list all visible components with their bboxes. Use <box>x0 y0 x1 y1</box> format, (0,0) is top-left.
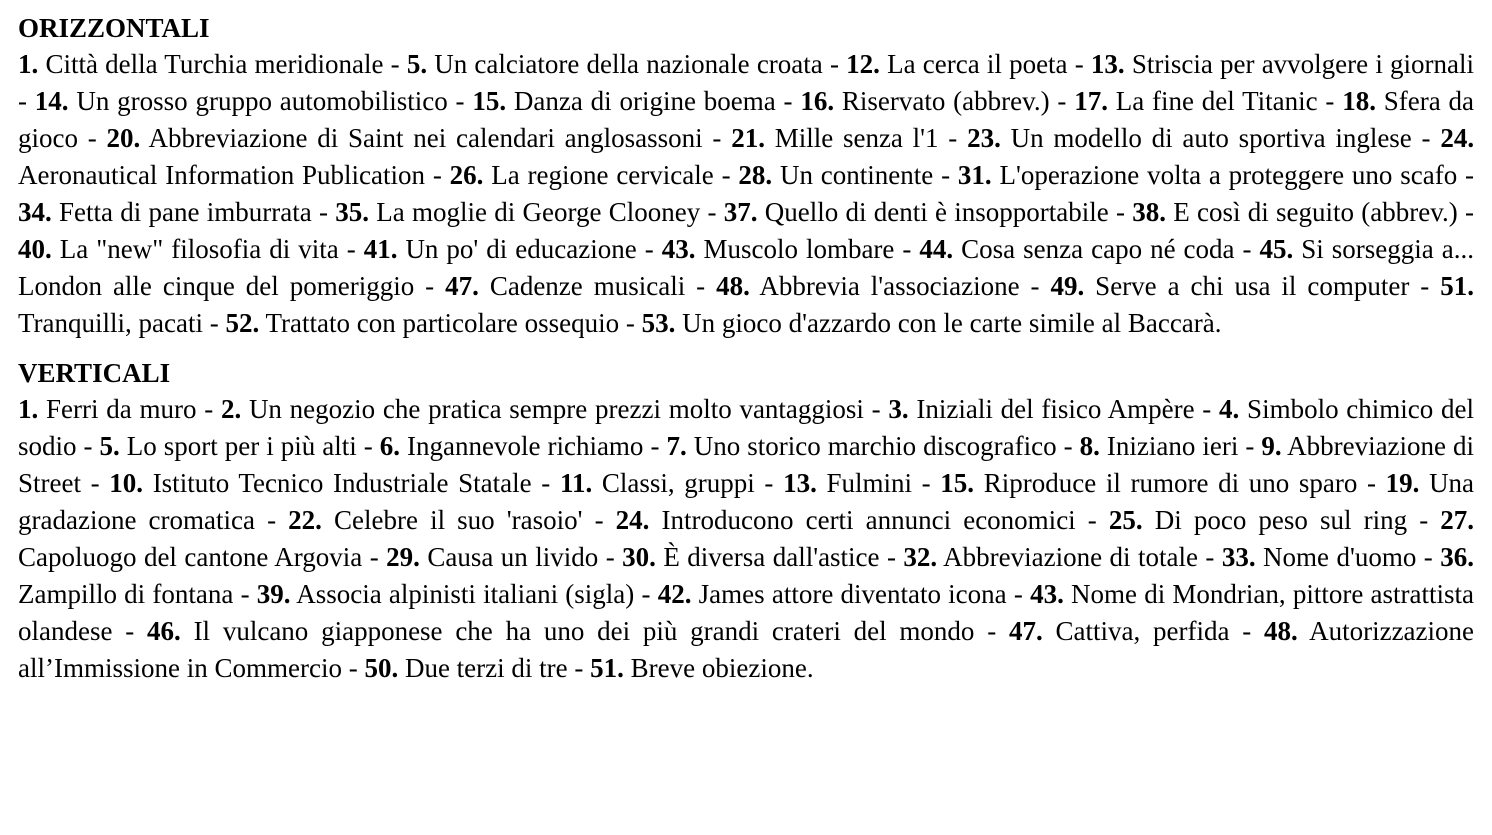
clue-text: Breve obiezione. <box>630 653 814 683</box>
clue-text: Fulmini <box>826 468 912 498</box>
clue-number: 10. <box>109 468 144 498</box>
clue-text: La moglie di George Clooney <box>376 197 701 227</box>
clue-item <box>967 123 1412 153</box>
clue-number: 9. <box>1261 431 1282 461</box>
clue-item <box>800 86 1049 116</box>
clue-item <box>18 234 339 264</box>
clue-text: Mille senza l'1 <box>774 123 939 153</box>
clue-separator: - <box>414 271 446 301</box>
clue-number: 17. <box>1074 86 1108 116</box>
clue-separator: - <box>1056 431 1080 461</box>
clue-separator: - <box>938 123 968 153</box>
clue-number: 33. <box>1221 542 1256 572</box>
clue-text: Tranquilli, pacati <box>18 308 203 338</box>
clue-text: Striscia per avvolgere i giornali <box>1131 49 1474 79</box>
clue-number: 41. <box>363 234 398 264</box>
section-orizzontali <box>18 10 1474 342</box>
clue-item <box>109 468 531 498</box>
clue-text: Abbreviazione di Saint nei calendari anglosassoni <box>148 123 703 153</box>
clue-number: 37. <box>723 197 758 227</box>
clue-text: Un po' di educazione <box>405 234 637 264</box>
clue-separator: - <box>233 579 257 609</box>
clue-item <box>716 271 1019 301</box>
clue-item <box>616 505 1076 535</box>
clue-number: 32. <box>903 542 938 572</box>
clue-separator: - <box>1238 431 1262 461</box>
clue-number: 14. <box>34 86 69 116</box>
clue-text: Un negozio che pratica sempre prezzi molto vantaggiosi <box>248 394 864 424</box>
clue-text: Classi, gruppi <box>601 468 755 498</box>
clue-separator: - <box>425 160 450 190</box>
clue-item <box>1222 542 1417 572</box>
clue-number: 4. <box>1219 394 1240 424</box>
clue-separator: - <box>447 86 473 116</box>
clue-text: Trattato con particolare ossequio <box>265 308 620 338</box>
clue-separator: - <box>76 431 100 461</box>
clue-separator: - <box>341 653 365 683</box>
clue-text: Introducono certi annunci economici <box>661 505 1076 535</box>
clue-text: Simbolo chimico del sodio <box>18 394 1475 461</box>
clue-item <box>658 579 1007 609</box>
clue-item <box>1074 86 1317 116</box>
clue-text: Nome di Mondrian, pittore astrattista olandese <box>18 579 1475 646</box>
clue-text: Abbreviazione di totale <box>943 542 1198 572</box>
clue-item <box>18 394 196 424</box>
clue-text: Muscolo lombare <box>703 234 895 264</box>
clue-separator: - <box>713 160 739 190</box>
clue-text: Riservato (abbrev.) <box>841 86 1050 116</box>
clue-text: Un gioco d'azzardo con le carte simile al Baccarà. <box>682 308 1222 338</box>
clue-separator: - <box>775 86 801 116</box>
clue-number: 16. <box>800 86 835 116</box>
clue-number: 42. <box>657 579 692 609</box>
clue-text: Sfera da gioco <box>18 86 1475 153</box>
clue-number: 1. <box>18 49 39 79</box>
clue-number: 51. <box>590 653 624 683</box>
clue-item <box>335 197 700 227</box>
clue-text: E così di seguito (abbrev.) <box>1173 197 1458 227</box>
crossword-clues-page <box>18 10 1474 687</box>
clue-number: 20. <box>106 123 141 153</box>
clue-separator: - <box>1067 49 1091 79</box>
clue-item <box>386 542 598 572</box>
clue-number: 18. <box>1342 86 1376 116</box>
clue-number: 48. <box>1264 616 1298 646</box>
clue-separator: - <box>1049 86 1075 116</box>
clue-separator: - <box>356 431 380 461</box>
clue-number: 44. <box>919 234 954 264</box>
clue-item <box>919 234 1234 264</box>
clue-text: Di poco peso sul ring <box>1154 505 1408 535</box>
clue-number: 39. <box>256 579 291 609</box>
clue-item <box>903 542 1198 572</box>
clue-item <box>622 542 879 572</box>
clue-text: L'operazione volta a proteggere uno scafo <box>999 160 1458 190</box>
clue-text: Abbrevia l'associazione <box>759 271 1020 301</box>
clue-item <box>1109 505 1407 535</box>
clue-separator: - <box>754 468 784 498</box>
clue-number: 45. <box>1259 234 1294 264</box>
clue-text: Il vulcano giapponese che ha uno dei più grandi crateri del mondo <box>193 616 975 646</box>
clue-separator: - <box>1409 271 1441 301</box>
clue-number: 25. <box>1108 505 1143 535</box>
clue-item <box>1009 616 1230 646</box>
clue-number: 6. <box>379 431 400 461</box>
clue-separator: - <box>202 308 226 338</box>
clue-text: Lo sport per i più alti <box>126 431 357 461</box>
clue-number: 43. <box>661 234 696 264</box>
clue-item <box>147 616 974 646</box>
clue-separator: - <box>634 579 658 609</box>
clue-number: 24. <box>615 505 650 535</box>
clue-number: 15. <box>940 468 975 498</box>
clue-number: 28. <box>738 160 773 190</box>
clue-separator: - <box>112 616 148 646</box>
clue-item <box>724 197 1109 227</box>
clue-separator: - <box>619 308 642 338</box>
clue-text: Abbreviazione di Street <box>18 431 1475 498</box>
clue-separator: - <box>196 394 221 424</box>
clue-number: 11. <box>559 468 593 498</box>
clue-item <box>560 468 755 498</box>
clue-text: Aeronautical Information Publication <box>18 160 426 190</box>
clue-item <box>888 394 1194 424</box>
clue-list-orizzontali <box>18 46 1474 342</box>
clue-text: La "new" filosofia di vita <box>59 234 339 264</box>
clue-separator: - <box>531 468 560 498</box>
clue-text: Un continente <box>779 160 934 190</box>
clue-separator: - <box>362 542 387 572</box>
clue-text: Ingannevole richiamo <box>407 431 644 461</box>
clue-text: Capoluogo del cantone Argovia <box>18 542 363 572</box>
clue-number: 49. <box>1050 271 1085 301</box>
clue-item <box>35 86 448 116</box>
clue-text: Un modello di auto sportiva inglese <box>1010 123 1412 153</box>
clue-item <box>1132 197 1457 227</box>
clue-number: 52. <box>225 308 260 338</box>
clue-item <box>257 579 635 609</box>
clue-number: 13. <box>1090 49 1125 79</box>
clue-separator: - <box>567 653 591 683</box>
clue-number: 21. <box>731 123 765 153</box>
clue-number: 23. <box>967 123 1001 153</box>
clue-number: 29. <box>386 542 420 572</box>
clue-number: 35. <box>335 197 369 227</box>
clue-item <box>642 308 1222 338</box>
clue-number: 1. <box>18 394 39 424</box>
clue-separator: - <box>383 49 407 79</box>
clue-item <box>407 49 823 79</box>
clue-text: Zampillo di fontana <box>18 579 234 609</box>
clue-number: 27. <box>1440 505 1475 535</box>
clue-text: Uno storico marchio discografico <box>693 431 1057 461</box>
clue-number: 24. <box>1440 123 1475 153</box>
clue-text: Nome d'uomo <box>1263 542 1417 572</box>
clue-text: Serve a chi usa il computer <box>1095 271 1410 301</box>
clue-separator: - <box>643 431 667 461</box>
clue-separator: - <box>1075 505 1109 535</box>
clue-item <box>783 468 912 498</box>
clue-separator: - <box>974 616 1009 646</box>
clue-separator: - <box>598 542 623 572</box>
clue-number: 50. <box>364 653 399 683</box>
clue-item <box>107 123 703 153</box>
clue-item <box>958 160 1457 190</box>
clue-number: 7. <box>666 431 687 461</box>
clue-text: Città della Turchia meridionale <box>45 49 384 79</box>
clue-item <box>18 197 312 227</box>
clue-text: Causa un livido <box>427 542 599 572</box>
clue-number: 19. <box>1385 468 1420 498</box>
clue-text: Si sorseggia a... London alle cinque del pomeriggio <box>18 234 1474 301</box>
clue-separator: - <box>702 123 732 153</box>
clue-text: Autorizzazione all’Immissione in Commercio <box>18 616 1475 683</box>
clue-number: 38. <box>1132 197 1167 227</box>
clue-item <box>225 308 619 338</box>
clue-item <box>288 505 582 535</box>
clue-text: La cerca il poeta <box>887 49 1068 79</box>
clue-text: Iniziano ieri <box>1106 431 1239 461</box>
clue-text: Un calciatore della nazionale croata <box>434 49 823 79</box>
clue-item <box>450 160 714 190</box>
clue-text: Due terzi di tre <box>404 653 568 683</box>
clue-number: 36. <box>1440 542 1474 572</box>
clue-item <box>1080 431 1239 461</box>
clue-separator: - <box>311 197 336 227</box>
clue-text: Un grosso gruppo automobilistico <box>76 86 448 116</box>
clue-separator: - <box>700 197 724 227</box>
clue-number: 2. <box>220 394 242 424</box>
clue-item <box>380 431 644 461</box>
clue-item <box>221 394 864 424</box>
clue-separator: - <box>879 542 904 572</box>
clue-text: Riproduce il rumore di uno sparo <box>983 468 1358 498</box>
clue-number: 26. <box>449 160 484 190</box>
clue-text: Cadenze musicali <box>489 271 686 301</box>
clue-number: 53. <box>641 308 676 338</box>
clue-separator: - <box>1197 542 1222 572</box>
clue-text: Istituto Tecnico Industriale Statale <box>152 468 532 498</box>
clue-item <box>364 234 637 264</box>
clue-separator: - <box>933 160 958 190</box>
clue-text: Quello di denti è insopportabile <box>764 197 1109 227</box>
clue-separator: - <box>1317 86 1343 116</box>
clue-number: 13. <box>783 468 817 498</box>
clue-separator: - <box>1006 579 1031 609</box>
clue-separator: - <box>78 123 107 153</box>
clue-separator: - <box>1457 160 1475 190</box>
clue-item <box>445 271 685 301</box>
clue-separator: - <box>1234 234 1260 264</box>
section-title-verticali: VERTICALI <box>18 358 171 388</box>
clue-text: È diversa dall'astice <box>663 542 880 572</box>
clue-list-verticali <box>18 391 1474 687</box>
clue-text: Cattiva, perfida <box>1055 616 1230 646</box>
clue-text: Danza di origine boema <box>513 86 776 116</box>
clue-text: Associa alpinisti italiani (sigla) <box>296 579 635 609</box>
clue-item <box>666 431 1056 461</box>
clue-text: La regione cervicale <box>491 160 714 190</box>
clue-separator: - <box>685 271 717 301</box>
clue-separator: - <box>1416 542 1441 572</box>
clue-separator: - <box>822 49 847 79</box>
clue-number: 47. <box>445 271 479 301</box>
clue-item <box>364 653 567 683</box>
clue-text: La fine del Titanic <box>1115 86 1318 116</box>
clue-separator: - <box>1457 197 1475 227</box>
clue-text: Ferri da muro <box>46 394 197 424</box>
clue-separator: - <box>912 468 941 498</box>
clue-separator: - <box>1407 505 1441 535</box>
clue-item <box>738 160 933 190</box>
clue-separator: - <box>894 234 920 264</box>
clue-separator: - <box>863 394 889 424</box>
clue-number: 47. <box>1008 616 1043 646</box>
clue-separator: - <box>1194 394 1220 424</box>
clue-separator: - <box>1229 616 1265 646</box>
clue-item <box>731 123 938 153</box>
clue-separator: - <box>636 234 662 264</box>
clue-item <box>662 234 895 264</box>
clue-text: James attore diventato icona <box>698 579 1007 609</box>
clue-number: 34. <box>18 197 52 227</box>
clue-item <box>1050 271 1409 301</box>
clue-item <box>18 49 383 79</box>
clue-number: 40. <box>18 234 52 264</box>
clue-text: Una gradazione cromatica <box>18 468 1475 535</box>
clue-text: Iniziali del fisico Ampère <box>916 394 1195 424</box>
clue-item <box>1091 49 1474 79</box>
clue-text: Celebre il suo 'rasoio' <box>334 505 583 535</box>
clue-number: 48. <box>716 271 750 301</box>
clue-number: 43. <box>1030 579 1064 609</box>
clue-separator: - <box>80 468 110 498</box>
clue-separator: - <box>254 505 289 535</box>
clue-item <box>472 86 775 116</box>
clue-number: 5. <box>99 431 120 461</box>
clue-item <box>846 49 1067 79</box>
clue-number: 30. <box>622 542 656 572</box>
clue-number: 31. <box>957 160 992 190</box>
clue-separator: - <box>1411 123 1441 153</box>
clue-text: Fetta di pane imburrata <box>59 197 312 227</box>
clue-number: 3. <box>888 394 909 424</box>
clue-item <box>590 653 813 683</box>
clue-number: 46. <box>147 616 181 646</box>
clue-separator: - <box>18 86 35 116</box>
section-title-orizzontali: ORIZZONTALI <box>18 13 210 43</box>
clue-separator: - <box>1019 271 1051 301</box>
clue-number: 12. <box>846 49 880 79</box>
clue-text: Cosa senza capo né coda <box>961 234 1235 264</box>
clue-separator: - <box>582 505 616 535</box>
section-verticali <box>18 355 1474 687</box>
clue-number: 8. <box>1079 431 1100 461</box>
clue-item <box>100 431 357 461</box>
clue-number: 51. <box>1440 271 1474 301</box>
clue-separator: - <box>338 234 364 264</box>
clue-item <box>940 468 1357 498</box>
clue-separator: - <box>1108 197 1133 227</box>
clue-number: 22. <box>288 505 322 535</box>
clue-number: 5. <box>406 49 428 79</box>
clue-separator: - <box>1357 468 1386 498</box>
clue-number: 15. <box>472 86 507 116</box>
